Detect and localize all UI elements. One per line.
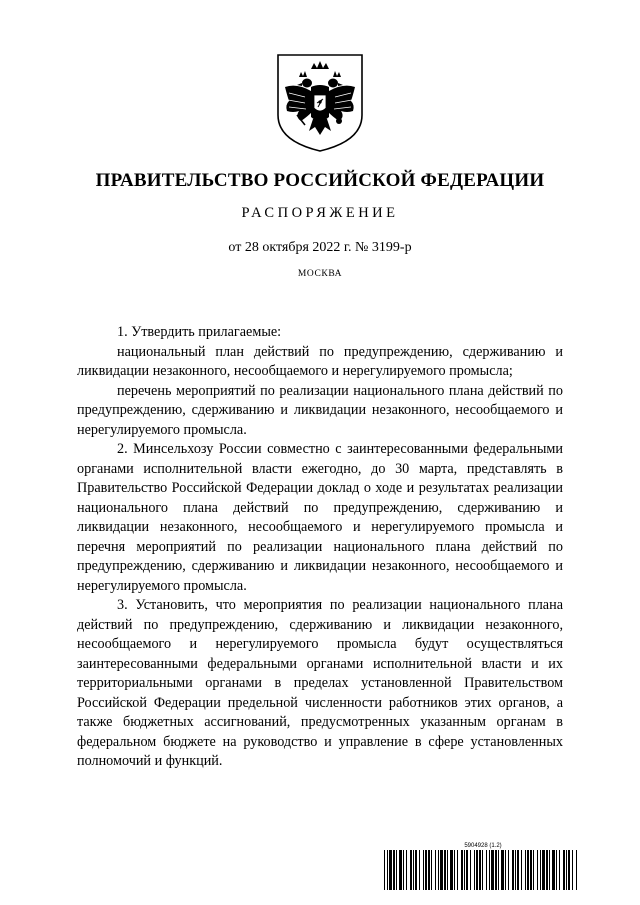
document-date-number: от 28 октября 2022 г. № 3199-р bbox=[228, 240, 412, 255]
barcode-icon bbox=[383, 850, 580, 890]
document-type: РАСПОРЯЖЕНИЕ bbox=[241, 205, 399, 221]
barcode-number: 5904928 (1.2) bbox=[464, 843, 502, 849]
barcode-bar bbox=[476, 850, 478, 890]
barcode-bar bbox=[435, 850, 436, 890]
barcode-bar bbox=[540, 850, 541, 890]
barcode-bar bbox=[552, 850, 555, 890]
barcode-bar bbox=[470, 850, 471, 890]
barcode-bar bbox=[508, 850, 509, 890]
barcode-bar bbox=[425, 850, 427, 890]
barcode-bar bbox=[542, 850, 545, 890]
barcode-bar bbox=[512, 850, 514, 890]
barcode-bar bbox=[546, 850, 548, 890]
barcode-bar bbox=[537, 850, 538, 890]
barcode-bar bbox=[406, 850, 407, 890]
barcode-bar bbox=[479, 850, 481, 890]
paragraph-3: перечень мероприятий по реализации национального плана действий по предупреждению, сдерживанию и ликвидации незаконного, несообщаемого и нерегулируемого промысла. bbox=[77, 382, 563, 438]
barcode-bar bbox=[549, 850, 550, 890]
barcode-bar bbox=[474, 850, 475, 890]
barcode-bar bbox=[403, 850, 404, 890]
barcode-bar bbox=[568, 850, 570, 890]
russian-coat-of-arms-icon bbox=[275, 53, 365, 153]
barcode-bar bbox=[428, 850, 430, 890]
barcode-bar bbox=[413, 850, 414, 890]
barcode-bar bbox=[491, 850, 494, 890]
barcode-bar bbox=[486, 850, 487, 890]
document-city: МОСКВА bbox=[297, 269, 343, 279]
barcode-bar bbox=[396, 850, 397, 890]
barcode-bar bbox=[389, 850, 392, 890]
barcode-bar bbox=[489, 850, 490, 890]
barcode-bar bbox=[423, 850, 424, 890]
paragraph-5: 3. Установить, что мероприятия по реализации национального плана действий по предупреждению, сдерживанию и ликвидации незаконного, несообщаемого и нерегулируемого промысла будут осуществляться заинтересованными федеральными органами исполнительной власти и их территориальными органами в пределах установленной Правительством Российской Федерации предельной численности работников этих органов, а также бюджетных ассигнований, предусмотренных указанным органам в федеральном бюджете на руководство и управление в сфере установленных полномочий и функций. bbox=[77, 597, 563, 769]
barcode-bar bbox=[515, 850, 516, 890]
barcode-block bbox=[383, 843, 580, 890]
barcode-bar bbox=[495, 850, 497, 890]
barcode-bar bbox=[431, 850, 432, 890]
government-title: ПРАВИТЕЛЬСТВО РОССИЙСКОЙ ФЕДЕРАЦИИ bbox=[95, 170, 545, 191]
paragraph-4: 2. Минсельхозу России совместно с заинтересованными федеральными органами исполнительной власти ежегодно, до 30 марта, представлять в Правительство Российской Федерации доклад о ходе и результатах реализации национального плана действий по предупреждению, сдерживанию и ликвидации незаконного, несообщаемого и нерегулируемого промысла и перечня мероприятий по реализации национального плана действий по предупреждению, сдерживанию и ликвидации незаконного, несообщаемого и нерегулируемого промысла. bbox=[77, 441, 563, 594]
barcode-bar bbox=[572, 850, 573, 890]
barcode-bar bbox=[482, 850, 483, 890]
barcode-bar bbox=[410, 850, 412, 890]
barcode-bar bbox=[566, 850, 567, 890]
barcode-bar bbox=[387, 850, 388, 890]
barcode-bar bbox=[498, 850, 499, 890]
paragraph-1: 1. Утвердить прилагаемые: bbox=[117, 324, 282, 340]
barcode-bar bbox=[521, 850, 522, 890]
barcode-bar bbox=[559, 850, 560, 890]
barcode-bar bbox=[415, 850, 417, 890]
barcode-bar bbox=[384, 850, 385, 890]
barcode-bar bbox=[457, 850, 458, 890]
barcode-bar bbox=[527, 850, 529, 890]
barcode-bar bbox=[501, 850, 504, 890]
barcode-bar bbox=[440, 850, 443, 890]
barcode-bar bbox=[454, 850, 455, 890]
barcode-bar bbox=[466, 850, 468, 890]
barcode-bar bbox=[505, 850, 506, 890]
barcode-bar bbox=[444, 850, 446, 890]
document-body bbox=[77, 323, 563, 772]
barcode-bar bbox=[461, 850, 463, 890]
barcode-bar bbox=[393, 850, 395, 890]
barcode-bar bbox=[530, 850, 532, 890]
barcode-bar bbox=[556, 850, 557, 890]
barcode-bar bbox=[517, 850, 519, 890]
barcode-bar bbox=[450, 850, 453, 890]
barcode-bar bbox=[563, 850, 565, 890]
barcode-bar bbox=[447, 850, 448, 890]
barcode-bar bbox=[533, 850, 534, 890]
barcode-bar bbox=[525, 850, 526, 890]
paragraph-2: национальный план действий по предупреждению, сдерживанию и ликвидации незаконного, несообщаемого и нерегулируемого промысла; bbox=[77, 343, 563, 379]
barcode-bar bbox=[576, 850, 577, 890]
barcode-bar bbox=[464, 850, 465, 890]
barcode-bar bbox=[438, 850, 439, 890]
barcode-bar bbox=[399, 850, 402, 890]
barcode-bar bbox=[419, 850, 420, 890]
